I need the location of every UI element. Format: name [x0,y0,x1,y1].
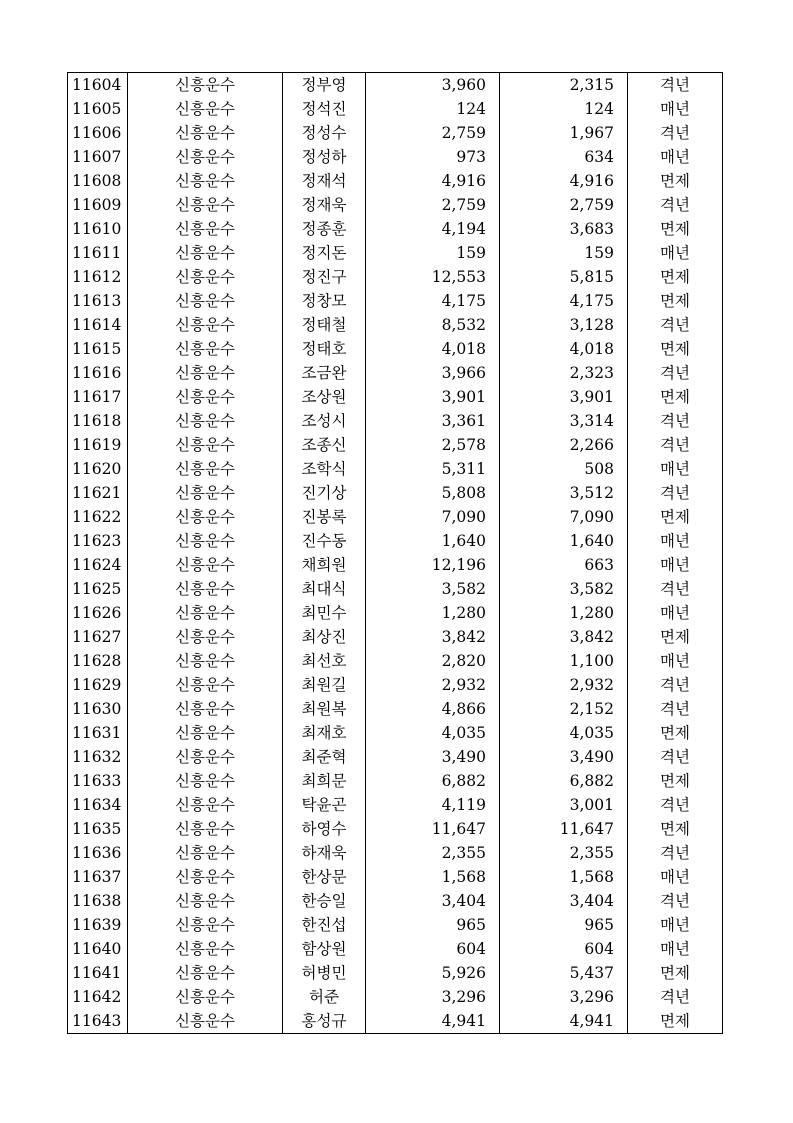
amount-2-cell: 159 [500,241,628,265]
table-row [68,601,723,625]
table-row [68,289,723,313]
row-id-cell: 11638 [68,889,128,913]
table-row [68,121,723,145]
amount-1-cell: 2,820 [366,649,500,673]
company-cell: 신흥운수 [128,865,283,889]
table-row [68,433,723,457]
person-name-cell: 채희원 [283,553,366,577]
type-cell: 면제 [628,169,723,193]
amount-1-cell: 2,759 [366,121,500,145]
company-cell: 신흥운수 [128,289,283,313]
type-cell: 매년 [628,865,723,889]
row-id-cell: 11642 [68,985,128,1009]
company-cell: 신흥운수 [128,889,283,913]
amount-1-cell: 11,647 [366,817,500,841]
amount-1-cell: 2,759 [366,193,500,217]
company-cell: 신흥운수 [128,121,283,145]
amount-2-cell: 2,152 [500,697,628,721]
person-name-cell: 최원길 [283,673,366,697]
row-id-cell: 11615 [68,337,128,361]
amount-2-cell: 508 [500,457,628,481]
type-cell: 매년 [628,97,723,121]
row-id-cell: 11613 [68,289,128,313]
company-cell: 신흥운수 [128,529,283,553]
amount-1-cell: 3,361 [366,409,500,433]
person-name-cell: 한승일 [283,889,366,913]
table-row [68,97,723,121]
type-cell: 면제 [628,721,723,745]
person-name-cell: 최원복 [283,697,366,721]
row-id-cell: 11606 [68,121,128,145]
table-row [68,1009,723,1034]
amount-1-cell: 2,355 [366,841,500,865]
amount-1-cell: 4,119 [366,793,500,817]
amount-1-cell: 6,882 [366,769,500,793]
row-id-cell: 11614 [68,313,128,337]
amount-2-cell: 2,315 [500,73,628,98]
amount-1-cell: 3,842 [366,625,500,649]
amount-2-cell: 3,512 [500,481,628,505]
person-name-cell: 정석진 [283,97,366,121]
person-name-cell: 진수동 [283,529,366,553]
person-name-cell: 최민수 [283,601,366,625]
type-cell: 매년 [628,601,723,625]
amount-1-cell: 5,311 [366,457,500,481]
company-cell: 신흥운수 [128,553,283,577]
row-id-cell: 11608 [68,169,128,193]
company-cell: 신흥운수 [128,721,283,745]
amount-2-cell: 1,280 [500,601,628,625]
amount-2-cell: 4,916 [500,169,628,193]
person-name-cell: 조종신 [283,433,366,457]
type-cell: 매년 [628,457,723,481]
amount-1-cell: 4,175 [366,289,500,313]
row-id-cell: 11620 [68,457,128,481]
amount-1-cell: 4,916 [366,169,500,193]
person-name-cell: 정지돈 [283,241,366,265]
row-id-cell: 11625 [68,577,128,601]
row-id-cell: 11641 [68,961,128,985]
type-cell: 격년 [628,673,723,697]
amount-2-cell: 3,490 [500,745,628,769]
company-cell: 신흥운수 [128,217,283,241]
amount-2-cell: 11,647 [500,817,628,841]
type-cell: 격년 [628,697,723,721]
table-row [68,73,723,98]
amount-1-cell: 3,901 [366,385,500,409]
table-row [68,577,723,601]
row-id-cell: 11624 [68,553,128,577]
row-id-cell: 11605 [68,97,128,121]
table-row [68,841,723,865]
amount-1-cell: 1,640 [366,529,500,553]
table-row [68,217,723,241]
type-cell: 격년 [628,433,723,457]
person-name-cell: 조상원 [283,385,366,409]
amount-1-cell: 159 [366,241,500,265]
person-name-cell: 하재욱 [283,841,366,865]
table-row [68,337,723,361]
company-cell: 신흥운수 [128,313,283,337]
amount-2-cell: 5,815 [500,265,628,289]
person-name-cell: 함상원 [283,937,366,961]
table-row [68,385,723,409]
table-row [68,265,723,289]
row-id-cell: 11617 [68,385,128,409]
table-row [68,169,723,193]
amount-2-cell: 4,941 [500,1009,628,1034]
amount-1-cell: 3,966 [366,361,500,385]
company-cell: 신흥운수 [128,241,283,265]
amount-2-cell: 4,018 [500,337,628,361]
type-cell: 매년 [628,649,723,673]
type-cell: 격년 [628,193,723,217]
table-row [68,865,723,889]
row-id-cell: 11607 [68,145,128,169]
person-name-cell: 최대식 [283,577,366,601]
row-id-cell: 11626 [68,601,128,625]
table-row [68,505,723,529]
type-cell: 면제 [628,385,723,409]
person-name-cell: 조성시 [283,409,366,433]
table-row [68,361,723,385]
amount-2-cell: 3,901 [500,385,628,409]
table-row [68,649,723,673]
amount-2-cell: 3,683 [500,217,628,241]
row-id-cell: 11634 [68,793,128,817]
table-row [68,625,723,649]
table-row [68,769,723,793]
type-cell: 면제 [628,769,723,793]
person-name-cell: 정창모 [283,289,366,313]
person-name-cell: 허병민 [283,961,366,985]
amount-2-cell: 4,035 [500,721,628,745]
row-id-cell: 11633 [68,769,128,793]
row-id-cell: 11612 [68,265,128,289]
amount-1-cell: 7,090 [366,505,500,529]
amount-2-cell: 2,759 [500,193,628,217]
table-row [68,793,723,817]
company-cell: 신흥운수 [128,337,283,361]
table-row [68,745,723,769]
person-name-cell: 진기상 [283,481,366,505]
amount-1-cell: 5,926 [366,961,500,985]
table-body [68,73,723,1034]
amount-1-cell: 4,035 [366,721,500,745]
company-cell: 신흥운수 [128,193,283,217]
type-cell: 면제 [628,1009,723,1034]
amount-2-cell: 2,323 [500,361,628,385]
company-cell: 신흥운수 [128,913,283,937]
company-cell: 신흥운수 [128,505,283,529]
company-cell: 신흥운수 [128,961,283,985]
type-cell: 매년 [628,913,723,937]
amount-1-cell: 4,866 [366,697,500,721]
table-row [68,697,723,721]
amount-2-cell: 634 [500,145,628,169]
row-id-cell: 11635 [68,817,128,841]
table-row [68,889,723,913]
person-name-cell: 한진섭 [283,913,366,937]
data-table [67,72,723,1034]
table-row [68,481,723,505]
type-cell: 격년 [628,409,723,433]
row-id-cell: 11622 [68,505,128,529]
type-cell: 격년 [628,841,723,865]
person-name-cell: 정성수 [283,121,366,145]
type-cell: 격년 [628,73,723,98]
company-cell: 신흥운수 [128,385,283,409]
amount-2-cell: 1,967 [500,121,628,145]
amount-2-cell: 3,582 [500,577,628,601]
table-row [68,961,723,985]
amount-2-cell: 3,296 [500,985,628,1009]
person-name-cell: 최준혁 [283,745,366,769]
amount-1-cell: 3,404 [366,889,500,913]
type-cell: 면제 [628,961,723,985]
type-cell: 면제 [628,265,723,289]
row-id-cell: 11610 [68,217,128,241]
amount-2-cell: 3,314 [500,409,628,433]
row-id-cell: 11629 [68,673,128,697]
type-cell: 면제 [628,505,723,529]
company-cell: 신흥운수 [128,433,283,457]
amount-2-cell: 2,355 [500,841,628,865]
company-cell: 신흥운수 [128,265,283,289]
type-cell: 면제 [628,817,723,841]
company-cell: 신흥운수 [128,649,283,673]
company-cell: 신흥운수 [128,769,283,793]
amount-1-cell: 2,578 [366,433,500,457]
amount-2-cell: 1,640 [500,529,628,553]
amount-2-cell: 1,568 [500,865,628,889]
amount-1-cell: 1,280 [366,601,500,625]
company-cell: 신흥운수 [128,985,283,1009]
row-id-cell: 11643 [68,1009,128,1034]
table-row [68,145,723,169]
amount-2-cell: 3,001 [500,793,628,817]
table-row [68,913,723,937]
table-row [68,673,723,697]
person-name-cell: 정태철 [283,313,366,337]
company-cell: 신흥운수 [128,481,283,505]
row-id-cell: 11630 [68,697,128,721]
person-name-cell: 조학식 [283,457,366,481]
amount-2-cell: 6,882 [500,769,628,793]
amount-2-cell: 604 [500,937,628,961]
table-row [68,721,723,745]
row-id-cell: 11619 [68,433,128,457]
amount-2-cell: 2,266 [500,433,628,457]
amount-2-cell: 7,090 [500,505,628,529]
person-name-cell: 정성하 [283,145,366,169]
person-name-cell: 정태호 [283,337,366,361]
person-name-cell: 정진구 [283,265,366,289]
type-cell: 격년 [628,577,723,601]
amount-1-cell: 973 [366,145,500,169]
person-name-cell: 정재욱 [283,193,366,217]
company-cell: 신흥운수 [128,817,283,841]
type-cell: 격년 [628,121,723,145]
company-cell: 신흥운수 [128,841,283,865]
person-name-cell: 최희문 [283,769,366,793]
type-cell: 격년 [628,889,723,913]
row-id-cell: 11623 [68,529,128,553]
person-name-cell: 정재석 [283,169,366,193]
amount-1-cell: 12,553 [366,265,500,289]
company-cell: 신흥운수 [128,73,283,98]
company-cell: 신흥운수 [128,673,283,697]
type-cell: 면제 [628,217,723,241]
amount-1-cell: 1,568 [366,865,500,889]
row-id-cell: 11611 [68,241,128,265]
amount-2-cell: 124 [500,97,628,121]
amount-2-cell: 5,437 [500,961,628,985]
person-name-cell: 허준 [283,985,366,1009]
company-cell: 신흥운수 [128,1009,283,1034]
company-cell: 신흥운수 [128,937,283,961]
person-name-cell: 정종훈 [283,217,366,241]
row-id-cell: 11639 [68,913,128,937]
row-id-cell: 11609 [68,193,128,217]
type-cell: 매년 [628,937,723,961]
company-cell: 신흥운수 [128,169,283,193]
amount-1-cell: 5,808 [366,481,500,505]
amount-1-cell: 965 [366,913,500,937]
company-cell: 신흥운수 [128,697,283,721]
type-cell: 면제 [628,337,723,361]
company-cell: 신흥운수 [128,601,283,625]
row-id-cell: 11637 [68,865,128,889]
person-name-cell: 정부영 [283,73,366,98]
type-cell: 면제 [628,289,723,313]
row-id-cell: 11627 [68,625,128,649]
row-id-cell: 11640 [68,937,128,961]
type-cell: 매년 [628,241,723,265]
row-id-cell: 11636 [68,841,128,865]
table-row [68,193,723,217]
row-id-cell: 11604 [68,73,128,98]
amount-2-cell: 2,932 [500,673,628,697]
person-name-cell: 최재호 [283,721,366,745]
type-cell: 격년 [628,745,723,769]
amount-1-cell: 124 [366,97,500,121]
person-name-cell: 최상진 [283,625,366,649]
type-cell: 격년 [628,793,723,817]
company-cell: 신흥운수 [128,625,283,649]
row-id-cell: 11618 [68,409,128,433]
row-id-cell: 11628 [68,649,128,673]
amount-2-cell: 3,404 [500,889,628,913]
amount-1-cell: 3,960 [366,73,500,98]
type-cell: 격년 [628,481,723,505]
amount-1-cell: 4,941 [366,1009,500,1034]
amount-1-cell: 8,532 [366,313,500,337]
amount-1-cell: 2,932 [366,673,500,697]
table-row [68,985,723,1009]
amount-2-cell: 3,128 [500,313,628,337]
amount-1-cell: 4,018 [366,337,500,361]
company-cell: 신흥운수 [128,97,283,121]
company-cell: 신흥운수 [128,577,283,601]
amount-2-cell: 3,842 [500,625,628,649]
type-cell: 면제 [628,625,723,649]
amount-1-cell: 12,196 [366,553,500,577]
amount-1-cell: 3,490 [366,745,500,769]
table-row [68,457,723,481]
row-id-cell: 11632 [68,745,128,769]
type-cell: 격년 [628,313,723,337]
amount-2-cell: 965 [500,913,628,937]
person-name-cell: 탁윤곤 [283,793,366,817]
amount-2-cell: 4,175 [500,289,628,313]
table-row [68,409,723,433]
amount-1-cell: 3,582 [366,577,500,601]
company-cell: 신흥운수 [128,793,283,817]
company-cell: 신흥운수 [128,457,283,481]
person-name-cell: 하영수 [283,817,366,841]
company-cell: 신흥운수 [128,361,283,385]
person-name-cell: 진봉록 [283,505,366,529]
table-row [68,937,723,961]
type-cell: 매년 [628,529,723,553]
amount-1-cell: 3,296 [366,985,500,1009]
type-cell: 격년 [628,361,723,385]
type-cell: 매년 [628,145,723,169]
amount-2-cell: 1,100 [500,649,628,673]
person-name-cell: 조금완 [283,361,366,385]
company-cell: 신흥운수 [128,145,283,169]
type-cell: 매년 [628,553,723,577]
table-row [68,529,723,553]
row-id-cell: 11621 [68,481,128,505]
amount-1-cell: 4,194 [366,217,500,241]
company-cell: 신흥운수 [128,745,283,769]
amount-1-cell: 604 [366,937,500,961]
table-row [68,817,723,841]
person-name-cell: 최선호 [283,649,366,673]
person-name-cell: 홍성규 [283,1009,366,1034]
type-cell: 격년 [628,985,723,1009]
amount-2-cell: 663 [500,553,628,577]
row-id-cell: 11631 [68,721,128,745]
company-cell: 신흥운수 [128,409,283,433]
table-row [68,241,723,265]
table-row [68,313,723,337]
person-name-cell: 한상문 [283,865,366,889]
table-row [68,553,723,577]
row-id-cell: 11616 [68,361,128,385]
